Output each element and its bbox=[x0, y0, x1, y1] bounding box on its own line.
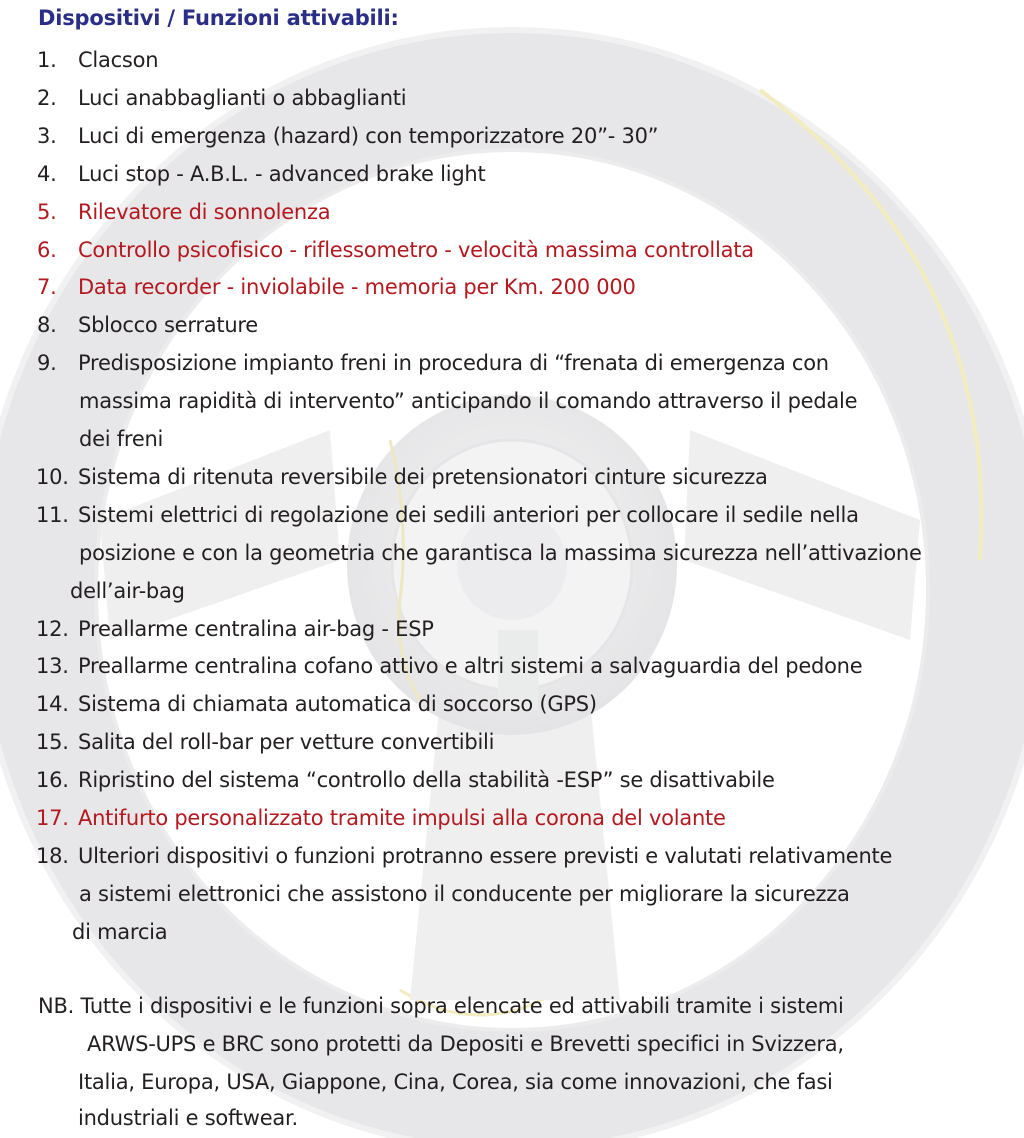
item-text: Data recorder - inviolabile - memoria per Km. 200 000 bbox=[78, 275, 636, 300]
item-text: Sblocco serrature bbox=[78, 313, 258, 338]
item-number: 7. bbox=[37, 275, 57, 300]
item-number: 9. bbox=[37, 351, 57, 376]
item-number: 11. bbox=[36, 502, 69, 527]
item-text: Ulteriori dispositivi o funzioni protranno essere previsti e valutati relativamente bbox=[78, 843, 893, 868]
item-text: Preallarme centralina cofano attivo e altri sistemi a salvaguardia del pedone bbox=[78, 654, 863, 679]
item-number: 3. bbox=[37, 123, 57, 148]
note-line: industriali e softwear. bbox=[78, 1106, 298, 1130]
item-text-continuation: massima rapidità di intervento” anticipando il comando attraverso il pedale bbox=[79, 389, 858, 414]
item-text: Clacson bbox=[78, 48, 159, 72]
item-text-continuation: a sistemi elettronici che assistono il conducente per migliorare la sicurezza bbox=[79, 881, 850, 906]
item-text: Luci anabbaglianti o abbaglianti bbox=[78, 85, 407, 110]
item-number: 10. bbox=[36, 464, 69, 489]
item-number: 4. bbox=[37, 161, 57, 186]
item-number: 16. bbox=[36, 768, 69, 793]
item-text: Controllo psicofisico - riflessometro - velocità massima controllata bbox=[78, 237, 754, 262]
item-text: Ripristino del sistema “controllo della stabilità -ESP” se disattivabile bbox=[78, 768, 775, 793]
page-title: Dispositivi / Funzioni attivabili: bbox=[38, 6, 399, 30]
item-text: Rilevatore di sonnolenza bbox=[78, 199, 331, 224]
item-text: Luci stop - A.B.L. - advanced brake light bbox=[78, 161, 486, 186]
item-number: 1. bbox=[37, 48, 57, 72]
item-number: 2. bbox=[37, 85, 57, 110]
item-number: 12. bbox=[36, 616, 69, 641]
note-line: Italia, Europa, USA, Giappone, Cina, Corea, sia come innovazioni, che fasi bbox=[78, 1070, 833, 1094]
item-text: Antifurto personalizzato tramite impulsi alla corona del volante bbox=[78, 806, 726, 830]
item-text: Salita del roll-bar per vetture convertibili bbox=[78, 730, 495, 755]
note-line: ARWS-UPS e BRC sono protetti da Depositi e Brevetti specifici in Svizzera, bbox=[87, 1032, 844, 1056]
item-text-continuation: dell’air-bag bbox=[70, 578, 185, 603]
item-number: 8. bbox=[37, 313, 57, 338]
item-text: Sistemi elettrici di regolazione dei sedili anteriori per collocare il sedile nella bbox=[78, 502, 859, 527]
item-text: Predisposizione impianto freni in procedura di “frenata di emergenza con bbox=[78, 351, 829, 376]
item-number: 13. bbox=[36, 654, 69, 679]
item-text: Sistema di chiamata automatica di soccorso (GPS) bbox=[78, 692, 597, 717]
item-text: Luci di emergenza (hazard) con temporizzatore 20”- 30” bbox=[78, 123, 659, 148]
item-text: Preallarme centralina air-bag - ESP bbox=[78, 616, 434, 641]
item-text-continuation: dei freni bbox=[79, 427, 164, 451]
item-text-continuation: di marcia bbox=[72, 919, 168, 944]
item-number: 17. bbox=[36, 806, 69, 830]
note-first-line: NB. Tutte i dispositivi e le funzioni sopra elencate ed attivabili tramite i sistemi bbox=[38, 994, 844, 1018]
item-number: 14. bbox=[36, 692, 69, 717]
item-text-continuation: posizione e con la geometria che garantisca la massima sicurezza nell’attivazione bbox=[79, 540, 922, 565]
item-number: 6. bbox=[37, 237, 57, 262]
item-number: 5. bbox=[37, 199, 57, 224]
item-number: 18. bbox=[36, 843, 69, 868]
item-number: 15. bbox=[36, 730, 69, 755]
item-text: Sistema di ritenuta reversibile dei pretensionatori cinture sicurezza bbox=[78, 464, 768, 489]
